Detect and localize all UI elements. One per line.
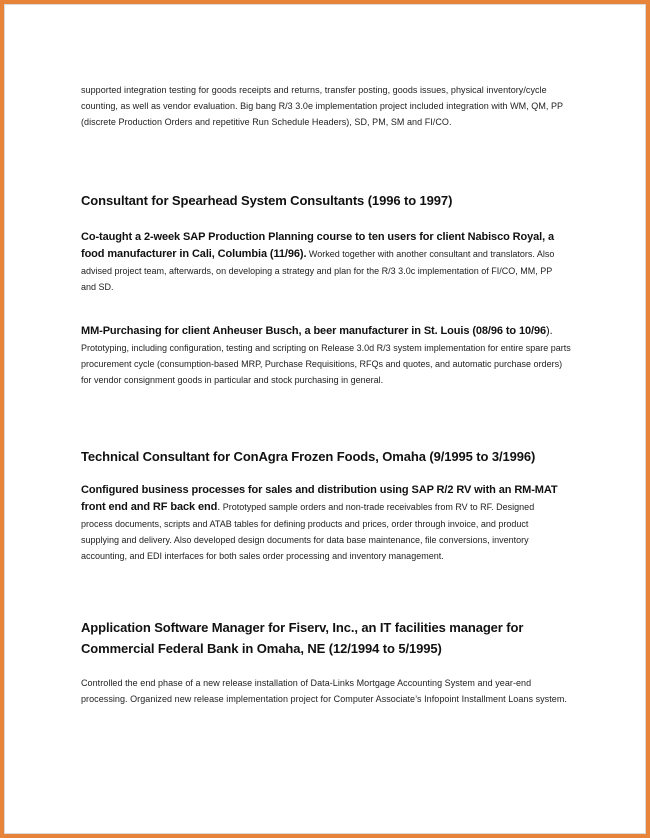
paragraph-lead-anheuser-tail: ). (546, 325, 553, 337)
paragraph-body-nabisco: Worked together with another consultant and translators. Also advised project team, afterwards, on developing a strategy and plan for the R/3 3.0c implementation of FI/CO, MM, PP and SD. (81, 249, 555, 292)
paragraph-lead-conagra: Configured business processes for sales and distribution using SAP R/2 RV with an RM-MAT front end and RF back end (81, 484, 558, 513)
paragraph-nabisco (81, 229, 561, 295)
paragraph-lead-conagra-tail: . (217, 501, 221, 513)
paragraph-fiserv: Controlled the end phase of a new release installation of Data-Links Mortgage Accounting System and year-end processing. Organized new release implementation project for Computer Associate’s Infopoint Installment Loans system. (81, 678, 567, 704)
paragraph-lead-nabisco: Co-taught a 2-week SAP Production Planning course to ten users for client Nabisco Royal, a food manufacturer in Cali, Columbia (11/96). (81, 231, 555, 260)
paragraph-body-anheuser: Prototyping, including configuration, testing and scripting on Release 3.0d R/3 system implementation for entire spare parts procurement cycle (consumption-based MRP, Purchase Requisitions, RFQs and quotes, and automatic purchase orders) for vendor consignment goods in particular and stock purchasing in general. (81, 343, 571, 385)
paragraph-anheuser (81, 323, 571, 388)
paragraph-conagra (81, 482, 566, 564)
section-heading-spearhead: Consultant for Spearhead System Consultants (1996 to 1997) (81, 193, 453, 208)
section-heading-fiserv: Application Software Manager for Fiserv, Inc., an IT facilities manager for Commercial Federal Bank in Omaha, NE (12/1994 to 5/1995) (81, 620, 524, 656)
section-heading-conagra: Technical Consultant for ConAgra Frozen Foods, Omaha (9/1995 to 3/1996) (81, 449, 536, 464)
paragraph-body-conagra: Prototyped sample orders and non-trade receivables from RV to RF. Designed process documents, scripts and ATAB tables for defining products and prices, order through invoice, and product supplying and delivery. Also developed design documents for data base maintenance, file conversions, inventory accounting, and EDI interfaces for both sales order processing and inventory management. (81, 502, 535, 561)
paragraph-lead-anheuser: MM-Purchasing for client Anheuser Busch, a beer manufacturer in St. Louis (08/96 to 10/96 (81, 325, 547, 337)
intro-paragraph: supported integration testing for goods receipts and returns, transfer posting, goods issues, physical inventory/cycle counting, as well as vendor evaluation. Big bang R/3 3.0e implementation project included integration with WM, QM, PP (discrete Production Orders and repetitive Run Schedule Headers), SD, PM, SM and FI/CO. (81, 85, 563, 127)
